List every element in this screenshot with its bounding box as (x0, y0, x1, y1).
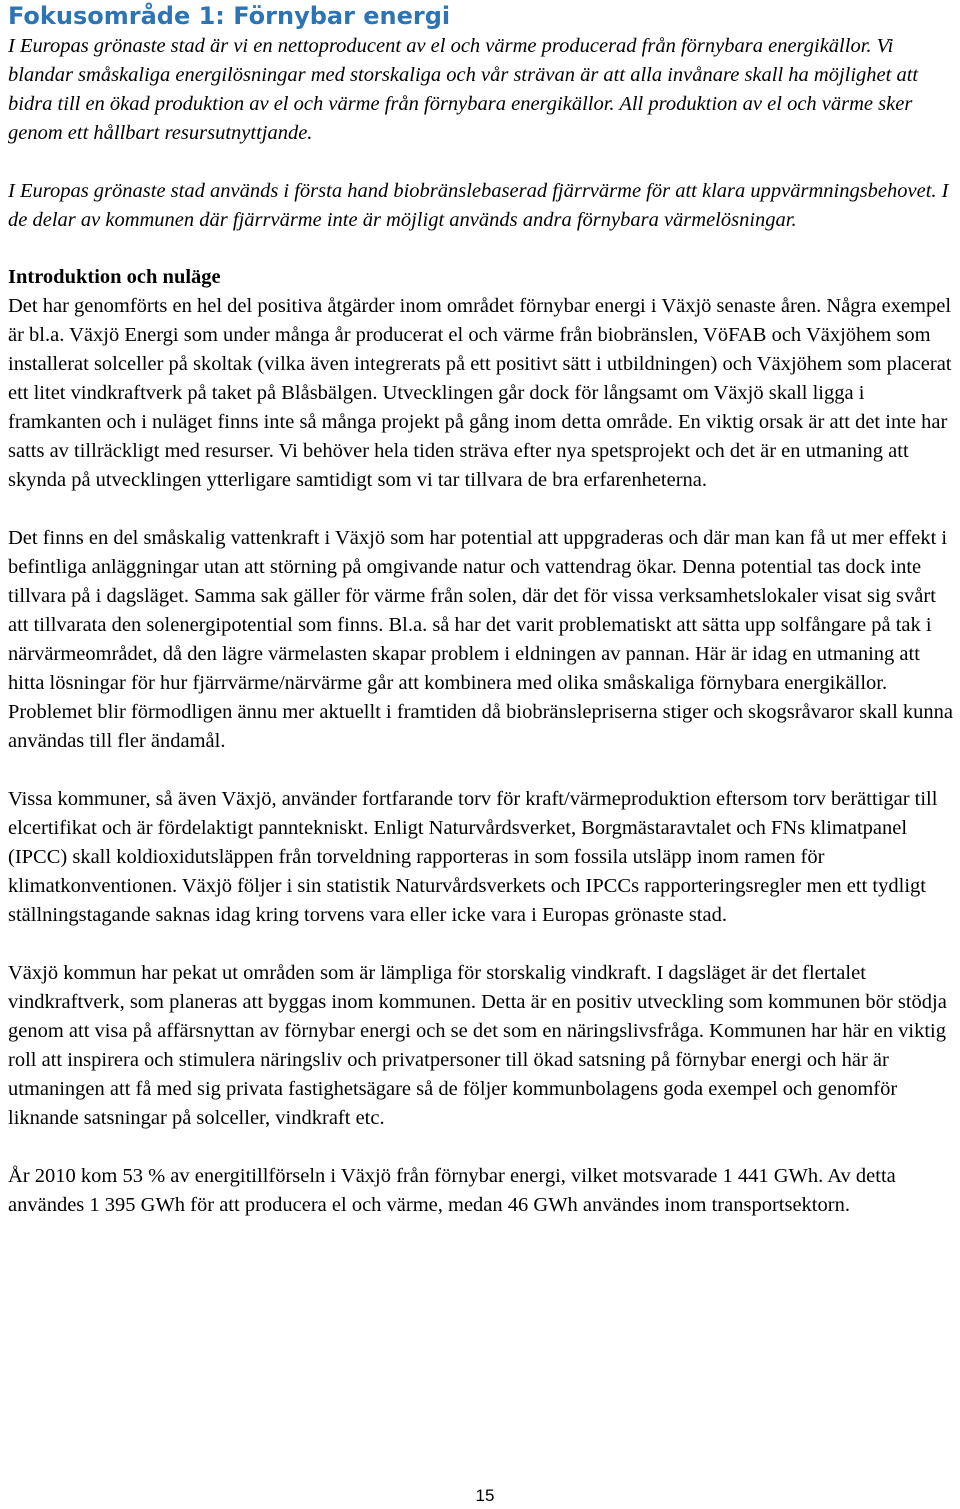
body-paragraph: Det har genomförts en hel del positiva åtgärder inom området förnybar energi i Växjö senaste åren. Några exempel är bl.a. Växjö Energi som under många år producerat el och värme från biobränslen, VöFAB och Växjöhem som installerat solceller på skoltak (vilka även integrerats på ett positivt sätt i utbildningen) och Växjöhem som placerat ett litet vindkraftverk på taket på Blåsbälgen. Utvecklingen går dock för långsamt om Växjö skall ligga i framkanten och i nuläget finns inte så många projekt på gång inom detta område. En viktig orsak är att det inte har satts av tillräckligt med resurser. Vi behöver hela tiden sträva efter nya spetsprojekt och det är en utmaning att skynda på utvecklingen ytterligare samtidigt som vi tar tillvara de bra erfarenheterna. (8, 295, 952, 491)
body-paragraph: Växjö kommun har pekat ut områden som är lämpliga för storskalig vindkraft. I dagsläget är det flertalet vindkraftverk, som planeras att byggas inom kommunen. Detta är en positiv utveckling som kommunen bör stödja genom att visa på affärsnyttan av förnybar energi och se det som en näringslivsfråga. Kommunen har här en viktig roll att inspirera och stimulera näringsliv och privatpersoner till ökad satsning på förnybar energi och här är utmaningen att få med sig privata fastighetsägare så de följer kommunbolagens goda exempel och genomför liknande satsningar på solceller, vindkraft etc. (8, 962, 947, 1129)
page-number: 15 (475, 1486, 495, 1505)
intro-paragraph: I Europas grönaste stad används i första hand biobränslebaserad fjärrvärme för att klara uppvärmningsbehovet. I de delar av kommunen där fjärrvärme inte är möjligt används andra förnybara värmelösningar. (8, 180, 949, 231)
body-paragraph: Det finns en del småskalig vattenkraft i Växjö som har potential att uppgraderas och där man kan få ut mer effekt i befintliga anläggningar utan att störning på omgivande natur och vattendrag ökar. Denna potential tas dock inte tillvara på i dagsläget. Samma sak gäller för värme från solen, där det för vissa verksamhetslokaler visat sig svårt att tillvarata den solenergipotential som finns. Bl.a. så har det varit problematiskt att sätta upp solfångare på tak i närvärmeområdet, då den lägre värmelasten skapar problem i eldningen av pannan. Här är idag en utmaning att hitta lösningar för hur fjärrvärme/närvärme går att kombinera med olika småskaliga förnybara energikällor. Problemet blir förmodligen ännu mer aktuellt i framtiden då biobränslepriserna stiger och skogsråvaror skall kunna användas till fler ändamål. (8, 527, 954, 752)
body-paragraph: År 2010 kom 53 % av energitillförseln i Växjö från förnybar energi, vilket motsvarade 1 441 GWh. Av detta användes 1 395 GWh för att producera el och värme, medan 46 GWh användes inom transportsektorn. (8, 1165, 896, 1216)
section-heading: Introduktion och nuläge (8, 266, 221, 288)
intro-paragraph: I Europas grönaste stad är vi en nettoproducent av el och värme producerad från förnybara energikällor. Vi blandar småskaliga energilösningar med storskaliga och vår strävan är att alla invånare skall ha möjlighet att bidra till en ökad produktion av el och värme från förnybara energikällor. All produktion av el och värme sker genom ett hållbart resursutnyttjande. (8, 35, 919, 144)
document-page (8, 0, 954, 1220)
body-paragraph: Vissa kommuner, så även Växjö, använder fortfarande torv för kraft/värmeproduktion eftersom torv berättigar till elcertifikat och är fördelaktigt panntekniskt. Enligt Naturvårdsverket, Borgmästaravtalet och FNs klimatpanel (IPCC) skall koldioxidutsläppen från torveldning rapporteras in som fossila utsläpp inom ramen för klimatkonventionen. Växjö följer i sin statistik Naturvårdsverkets och IPCCs rapporteringsregler men ett tydligt ställningstagande saknas idag kring torvens vara eller icke vara i Europas grönaste stad. (8, 788, 938, 926)
page-heading: Fokusområde 1: Förnybar energi (8, 2, 451, 30)
